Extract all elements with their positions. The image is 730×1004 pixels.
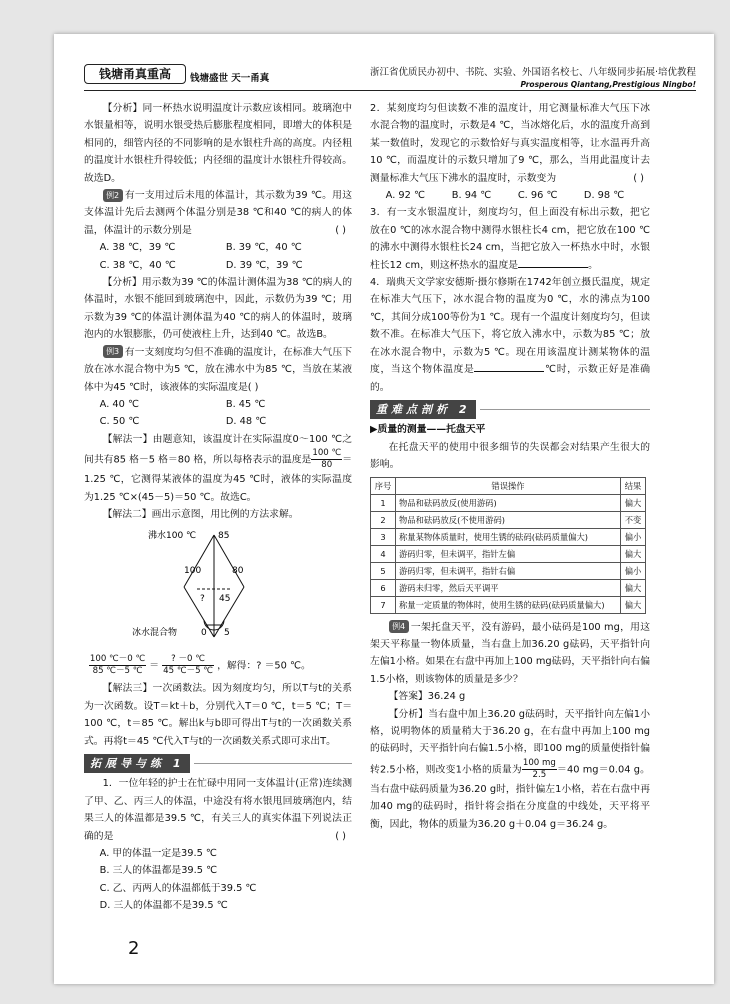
question-4 [370,274,650,396]
equation-result: ，解得：? ＝50 ℃。 [217,660,311,672]
option: C. 乙、丙两人的体温都低于39.5 ℃ [99,882,257,894]
table-cell: 偏大 [621,545,646,562]
left-scale-label: 100 [184,566,202,577]
section-rule [194,763,352,764]
fraction-denominator: 45 ℃－5 ℃ [163,666,213,677]
example-4-text: 一架托盘天平，没有游码，最小砝码是100 mg，用这架天平称量一物体质量，当右盘上加36.20 g砝码，天平指针向左偏1小格。如果在右盘中再加上100 mg砝码，天平指针向右偏1.5小格，则该物体的质量是多少？ [370,621,650,685]
ice-reading-2-label: 5 [224,628,230,639]
option: A. 40 ℃ [99,398,140,410]
solution-3: 【解法三】一次函数法。因为刻度均匀，所以T与t的关系为一次函数。设T＝kt＋b，分别代入T＝0 ℃，t＝5 ℃；T＝100 ℃，t＝85 ℃。解出k与b即可得出T与t的一次函数关系式。再将t＝45 ℃代入T与t的一次函数关系式即可求出T。 [84,683,352,747]
page-number: 2 [128,938,140,959]
table-cell: 物品和砝码放反(不使用游码) [395,511,620,528]
example-3-text: 有一支刻度均匀但不准确的温度计，在标准大气压下放在冰水混合物中为5 ℃，放在沸水中为85 ℃，当放在某液体中为45 ℃时，该液体的实际温度是( ) [84,346,352,393]
book-page [54,34,714,984]
question-1-paren: ( ) [335,830,346,842]
table-header: 序号 [371,477,396,494]
reading-label: 45 [219,594,231,605]
question-4-end: 时，示数正好是准确的。 [370,364,650,393]
example-2-paren: ( ) [335,224,346,236]
equation-fraction-2 [162,654,214,677]
table-cell: 3 [371,528,396,545]
fraction-denominator: 85 ℃－5 ℃ [92,666,143,677]
question-1 [84,775,352,845]
table-cell: 偏大 [621,579,646,596]
analysis-1: 【分析】同一杯热水说明温度计示数应该相同。玻璃泡中水银量相等，说明水银受热后膨胀程度相同，即增大的体积是相同的，细管内径的不同影响的是水银柱升高的高度。内径粗的温度计水银柱升得较低；内径细的温度计水银柱升得较高。故选D。 [84,103,352,184]
topic-intro: 在托盘天平的使用中很多细节的失误都会对结果产生很大的影响。 [370,441,650,471]
solution-1-text: 【解法一】由题意知，该温度计在实际温度0～100 ℃之间共有85 格－5 格＝80 格，所以每格表示的温度是 [84,433,352,466]
example-3-options-row2 [84,413,352,430]
header-subtitle: Prosperous Qiantang,Prestigious Ningbo! [520,80,696,89]
fraction-numerator: 100 ℃ [312,448,342,459]
table-cell: 称量某物体质量时，使用生锈的砝码(砝码质量偏大) [395,528,620,545]
table-header: 错误操作 [395,477,620,494]
example-3-tag: 例3 [103,345,123,358]
answer-blank [474,371,544,372]
analysis-4-text-tail: ＝40 mg＝0.04 g。当右盘中砝码质量为36.20 g时，指针偏左1小格，若在右盘中再加40 mg的砝码时，指针将会指在分度盘的中线处，天平将平衡，因此，物体的质量为36.20 g＋0.04 g＝36.24 g。 [370,764,650,830]
question-label: ? [200,594,205,605]
example-2-options-row1 [84,239,352,256]
table-row [371,545,646,562]
option: C. 38 ℃，40 ℃ [99,259,176,271]
analysis-4 [370,706,650,833]
question-3-end: 。 [588,259,598,271]
table-row [371,579,646,596]
option: C. 96 ℃ [517,190,558,202]
example-4-tag: 例4 [389,620,409,633]
question-2-text: 2．某刻度均匀但读数不准的温度计，用它测量标准大气压下冰水混合物的温度时，示数是4 ℃，当冰熔化后，水的温度升高到某一数值时，发现它的示数恰好与真实温度相等，让水温再升高10 ℃，而温度计的示数只增加了9 ℃，那么，当用此温度计去测量标准大气压下沸水的温度时，示数变为 [370,103,650,184]
table-cell: 偏大 [621,596,646,613]
section-header-2 [370,400,650,419]
example-3-options-row1 [84,396,352,413]
question-3-text: 3．有一支水银温度计，刻度均匀，但上面没有标出示数，把它放在0 ℃的冰水混合物中测得水银柱长4 cm，把它放在100 ℃的沸水中测得水银柱长24 cm，当把它放入一杯热水中时，水银柱长12 cm，则这杯热水的温度是 [370,207,650,271]
solution-1-fraction [311,448,342,471]
option: A. 甲的体温一定是39.5 ℃ [99,848,217,859]
topic-title: ▶质量的测量——托盘天平 [370,424,486,436]
option: C. 50 ℃ [99,416,140,428]
table-row [371,596,646,613]
right-arm-upper [214,535,244,587]
section-title-1: 拓展导与练 1 [84,754,190,773]
question-2-paren: ( ) [633,172,644,184]
option: D. 39 ℃，39 ℃ [225,259,303,271]
right-column [370,100,650,833]
solution-2: 【解法二】画出示意图，用比例的方法求解。 [102,508,299,520]
example-3 [84,344,352,396]
table-cell: 游码归零，但未调平，指针左偏 [395,545,620,562]
table-cell: 6 [371,579,396,596]
balance-error-table [370,477,646,614]
option: B. 45 ℃ [225,398,266,410]
header-slogan: 钱塘盛世 天一甬真 [190,73,270,84]
question-1-text: 1．一位年轻的护士在忙碌中用同一支体温计(正常)连续测了甲、乙、丙三人的体温，中途没有将水银甩回玻璃泡内，结果三人的体温都是39.5 ℃，有关三人的真实体温下列说法正确的是 [84,778,352,842]
table-row [371,511,646,528]
question-2-options [370,187,650,204]
solution-1 [84,431,352,506]
table-header-row [371,477,646,494]
header-title: 浙江省优质民办初中、书院、实验、外国语名校七、八年级同步拓展·培优教程 [369,67,696,78]
table-cell: 4 [371,545,396,562]
equals-sign: ＝ [149,660,160,672]
table-cell: 不变 [621,511,646,528]
right-scale-label: 80 [232,566,244,577]
fraction-numerator: 100 ℃－0 ℃ [89,654,146,665]
example-2-text: 有一支用过后未甩的体温计，其示数为39 ℃。用这支体温计先后去测两个体温分别是38 ℃和40 ℃的病人的体温，体温计的示数分别是 [84,190,352,236]
example-2-options-row2 [84,257,352,274]
question-2 [370,100,650,187]
option: B. 三人的体温都是39.5 ℃ [99,865,218,877]
header-rule [84,90,696,91]
fraction-denominator: 2.5 [532,769,547,780]
diagram-svg [104,525,334,651]
table-cell: 偏大 [621,494,646,511]
thermometer-proportion-diagram [84,525,352,651]
question-3 [370,204,650,274]
boiling-reading-label: 85 [218,531,230,542]
equation-fraction-1 [89,654,146,677]
option: A. 92 ℃ [385,190,426,202]
answer-blank [518,267,588,268]
option: D. 98 ℃ [583,190,625,202]
fraction-numerator: ? －0 ℃ [162,654,214,666]
example-4 [370,619,650,689]
table-cell: 游码未归零，然后天平调平 [395,579,620,596]
question-4-unit: ℃ [544,364,557,376]
fraction-denominator: 80 [321,460,333,471]
table-cell: 偏小 [621,562,646,579]
answer-4: 【答案】36.24 g [388,691,466,703]
left-column [84,100,352,915]
table-row [371,562,646,579]
table-cell: 2 [371,511,396,528]
analysis-4-text: 【分析】当右盘中加上36.20 g砝码时，天平指针向左偏1小格，说明物体的质量稍大于36.20 g，在右盘中再加上100 mg的砝码时，天平指针向右偏1.5小格，即100 mg的质量使指针偏转2.5小格，则改变1小格的质量为 [370,708,650,776]
option: D. 48 ℃ [225,416,267,428]
proportion-equation [84,654,352,677]
table-cell: 游码归零，但未调平，指针右偏 [395,562,620,579]
table-cell: 7 [371,596,396,613]
section-rule [480,409,650,410]
solution-1-text-tail: ＝1.25 ℃，它测得某液体的温度为45 ℃时，液体的实际温度为1.25 ℃×(45－5)＝50 ℃。故选C。 [84,454,353,503]
example-2-tag: 例2 [103,189,123,202]
option: B. 39 ℃，40 ℃ [225,242,302,254]
boiling-label: 沸水100 ℃ [148,531,197,542]
analysis-4-fraction [522,758,557,781]
fraction-numerator: 100 mg [522,757,556,768]
table-header: 结果 [621,477,646,494]
option: A. 38 ℃，39 ℃ [99,242,176,254]
table-cell: 偏小 [621,528,646,545]
option: D. 三人的体温都不是39.5 ℃ [99,900,228,912]
section-title-2: 重难点剖析 2 [370,400,476,419]
ice-reading-label: 0 [201,628,207,639]
table-row [371,528,646,545]
table-cell: 1 [371,494,396,511]
example-2 [84,187,352,239]
header-brand-badge: 钱塘甬真重高 [84,64,186,84]
table-cell: 5 [371,562,396,579]
ice-label: 冰水混合物 [132,628,178,639]
table-row [371,494,646,511]
table-cell: 称量一定质量的物体时，使用生锈的砝码(砝码质量偏大) [395,596,620,613]
section-header-1 [84,754,352,773]
table-cell: 物品和砝码放反(使用游码) [395,494,620,511]
option: B. 94 ℃ [451,190,492,202]
left-arm-upper [184,535,214,587]
question-4-text: 4．瑞典天文学家安德斯·摄尔修斯在1742年创立摄氏温度，规定在标准大气压下，冰水混合物的温度为0 ℃，水的沸点为100 ℃，其间分成100等份为1 ℃。现有一个温度计刻度均匀，但读数不准。在标准大气压下，将它放入沸水中，示数为85 ℃；放在冰水混合物中，示数为5 ℃。现在用该温度计测某物体的温度，当这个物体温度是 [370,277,650,376]
analysis-2: 【分析】用示数为39 ℃的体温计测体温为38 ℃的病人的体温时，水银不能回到玻璃泡中，因此，示数仍为39 ℃；用示数为39 ℃的体温计测体温为40 ℃的病人的体温时，玻璃泡内的水银膨胀，仍可使液柱上升，达到40 ℃。故选B。 [84,277,352,341]
